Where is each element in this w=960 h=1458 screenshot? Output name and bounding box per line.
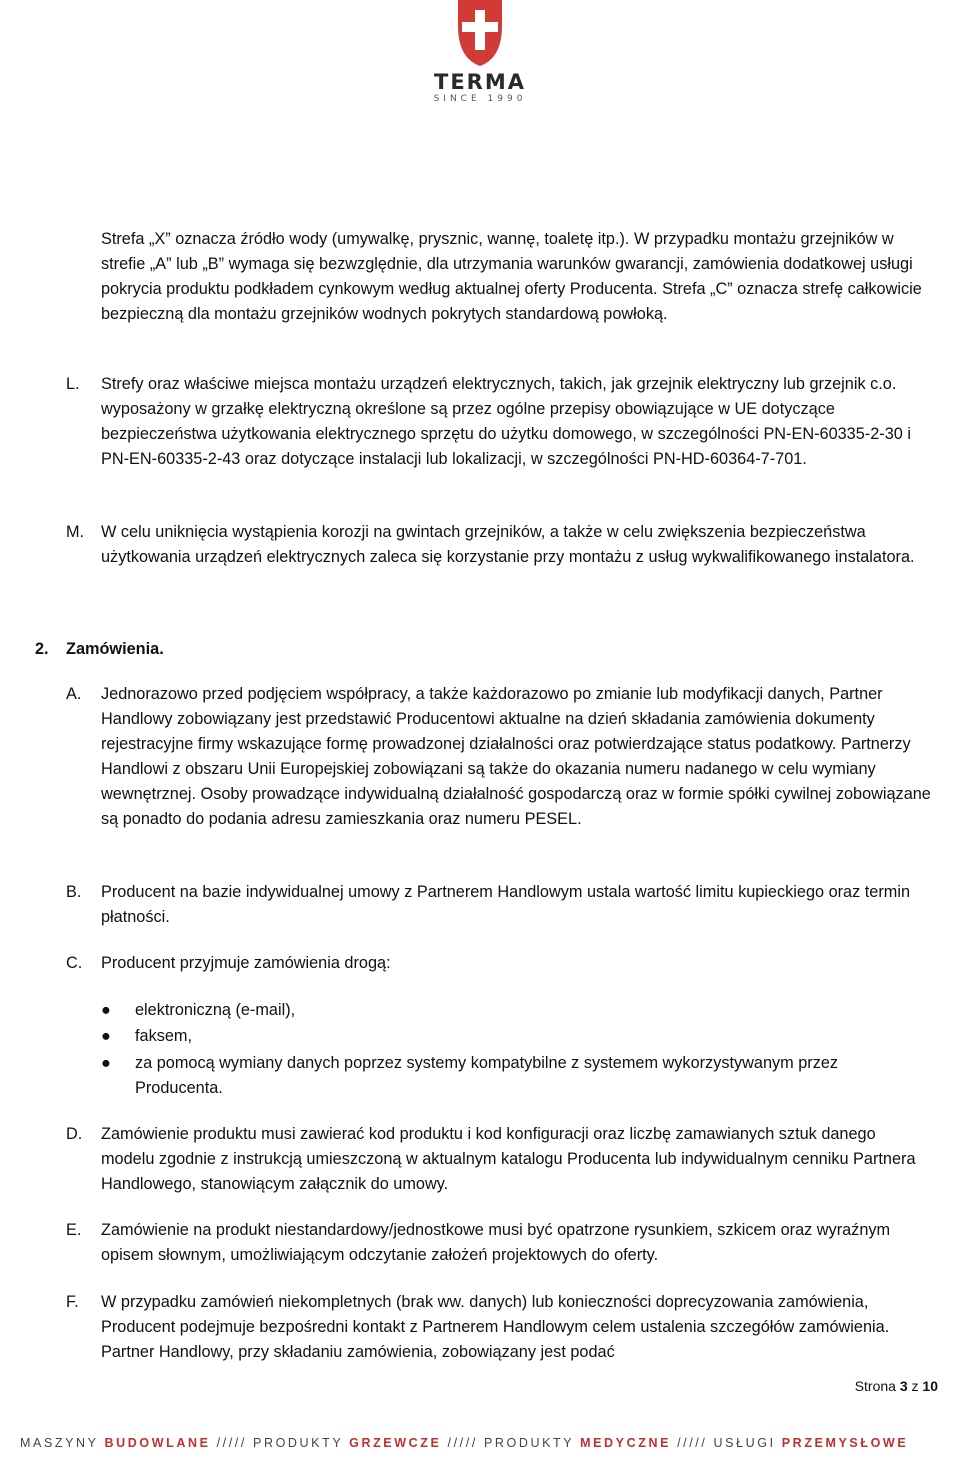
bullet-dot-icon: ● — [101, 1054, 111, 1072]
item-text: Producent na bazie indywidualnej umowy z Partnerem Handlowym ustala wartość limitu kupieckiego oraz termin płatności. — [101, 883, 911, 926]
footer-part-accent: MEDYCZNE — [580, 1436, 672, 1450]
bullet-text: za pomocą wymiany danych poprzez systemy kompatybilne z systemem wykorzystywanym przez Producenta. — [135, 1054, 839, 1097]
item-label: E. — [66, 1221, 82, 1239]
brand-since: SINCE 1990 — [433, 94, 527, 104]
section-title: Zamówienia. — [66, 640, 164, 658]
footer-part-accent: GRZEWCZE — [349, 1436, 442, 1450]
item-label: D. — [66, 1125, 83, 1143]
footer-part: ///// PRODUKTY — [210, 1436, 350, 1450]
item-text: W celu uniknięcia wystąpienia korozji na gwintach grzejników, a także w celu zwiększenia bezpieczeństwa użytkowania urządzeń elektrycznych zaleca się korzystanie przy montażu z usług wykwalifikowanego instalatora. — [101, 523, 915, 566]
bullet-text: faksem, — [135, 1027, 193, 1045]
page-middle: z — [911, 1378, 919, 1394]
cross-shield-logo-icon — [412, 0, 548, 68]
item-label: C. — [66, 954, 83, 972]
item-text: Zamówienie na produkt niestandardowy/jednostkowe musi być opatrzone rysunkiem, szkicem oraz wyraźnym opisem słownym, umożliwiającym odczytanie założeń projektowych do oferty. — [101, 1221, 891, 1264]
item-label: B. — [66, 883, 82, 901]
intro-paragraph: Strefa „X” oznacza źródło wody (umywalkę, prysznic, wannę, toaletę itp.). W przypadku montażu grzejników w strefie „A” lub „B” wymaga się bezwzględnie, dla utrzymania warunków gwarancji, zamówienia dodatkowej usługi pokrycia produktu podkładem cynkowym według aktualnej oferty Producenta. Strefa „C” oznacza strefę całkowicie bezpieczną dla montażu grzejników wodnych pokrytych standardową powłoką. — [101, 230, 922, 323]
footer-part: ///// USŁUGI — [671, 1436, 782, 1450]
page-current: 3 — [899, 1378, 908, 1394]
item-label: A. — [66, 685, 82, 703]
footer-tagline — [20, 1436, 960, 1450]
item-label: F. — [66, 1293, 79, 1311]
header-logo — [0, 0, 960, 110]
footer-part-accent: PRZEMYSŁOWE — [781, 1436, 909, 1450]
footer-part: MASZYNY — [20, 1436, 105, 1450]
section-number: 2. — [35, 640, 49, 658]
bullet-dot-icon: ● — [101, 1027, 111, 1045]
page-number — [855, 1378, 938, 1394]
footer-part-accent: BUDOWLANE — [104, 1436, 211, 1450]
bullet-dot-icon: ● — [101, 1001, 111, 1019]
footer-part: ///// PRODUKTY — [441, 1436, 581, 1450]
item-label: M. — [66, 523, 85, 541]
brand-name: TERMA — [434, 70, 526, 94]
section2-heading — [35, 637, 164, 662]
page-prefix: Strona — [854, 1378, 896, 1394]
item-text: Zamówienie produktu musi zawierać kod produktu i kod konfiguracji oraz liczbę zamawianych sztuk danego modelu zgodnie z instrukcją umieszczoną w aktualnym katalogu Producenta lub indywidualnym cenniku Partnera Handlowego, stanowiącym załącznik do umowy. — [101, 1125, 916, 1193]
item-text: Producent przyjmuje zamówienia drogą: — [101, 954, 391, 972]
item-label: L. — [66, 375, 80, 393]
item-text: Jednorazowo przed podjęciem współpracy, a także każdorazowo po zmianie lub modyfikacji danych, Partner Handlowy zobowiązany jest przedstawić Producentowi aktualne na dzień składania zamówienia dokumenty rejestracyjne firmy wskazujące formę prowadzonej działalności oraz potwierdzające status podatkowy. Partnerzy Handlowi z obszaru Unii Europejskiej zobowiązani są także do okazania numeru nadanego w celu wymiany wewnętrznej. Osoby prowadzące indywidualną działalność gospodarczą oraz w formie spółki cywilnej zobowiązane są ponadto do podania adresu zamieszkania oraz numeru PESEL. — [101, 685, 931, 828]
page-total: 10 — [922, 1378, 938, 1394]
bullet-text: elektroniczną (e-mail), — [135, 1001, 296, 1019]
item-text: Strefy oraz właściwe miejsca montażu urządzeń elektrycznych, takich, jak grzejnik elektryczny lub grzejnik c.o. wyposażony w grzałkę elektryczną określone są przez ogólne przepisy obowiązujące w UE dotyczące bezpieczeństwa użytkowania elektrycznego sprzętu do użytku domowego, w szczególności PN-EN-60335-2-30 i PN-EN-60335-2-43 oraz dotyczące instalacji lub lokalizacji, w szczególności PN-HD-60364-7-701. — [101, 375, 911, 468]
item-text: W przypadku zamówień niekompletnych (brak ww. danych) lub konieczności doprecyzowania zamówienia, Producent podejmuje bezpośredni kontakt z Partnerem Handlowym celem ustalenia szczegółów zamówienia. Partner Handlowy, przy składaniu zamówienia, zobowiązany jest podać — [101, 1293, 890, 1361]
